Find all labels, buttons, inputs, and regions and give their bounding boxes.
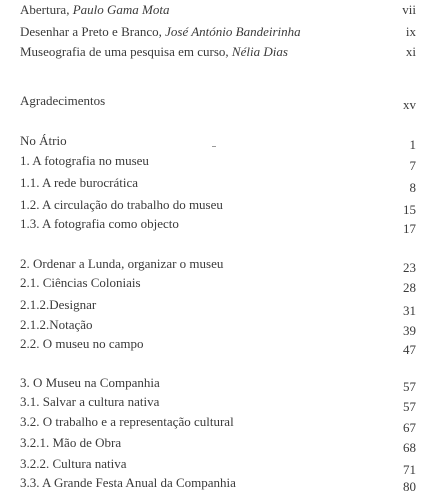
toc-entry bbox=[20, 174, 416, 195]
toc-entry-title: 3. O Museu na Companhia bbox=[20, 375, 160, 390]
toc-entry-museografia bbox=[20, 43, 416, 61]
toc-entry-title: 3.1. Salvar a cultura nativa bbox=[20, 394, 160, 409]
toc-entry-title: 2.1. Ciências Coloniais bbox=[20, 275, 141, 290]
toc-entry-title bbox=[20, 43, 288, 61]
toc-entry-page: 31 bbox=[403, 303, 416, 318]
toc-entry-page: 28 bbox=[403, 280, 416, 295]
toc-entry-page: vii bbox=[402, 2, 416, 17]
toc-entry-title: 1.3. A fotografia como objecto bbox=[20, 216, 179, 231]
toc-entry-title: 1. A fotografia no museu bbox=[20, 153, 149, 168]
toc-entry-page: 68 bbox=[403, 440, 416, 455]
toc-entry bbox=[20, 152, 416, 173]
toc-entry-page: 80 bbox=[403, 479, 416, 494]
toc-entry-title: 2.1.2.Notação bbox=[20, 317, 93, 332]
toc-entry-page: 23 bbox=[403, 260, 416, 275]
toc-entry-author: José António Bandeirinha bbox=[165, 24, 301, 39]
toc-entry-title: 2.1.2.Designar bbox=[20, 297, 97, 312]
toc-entry-agradecimentos bbox=[20, 92, 416, 110]
toc-entry-page: ix bbox=[405, 24, 416, 39]
toc-entry bbox=[20, 132, 416, 150]
scan-speck bbox=[212, 146, 216, 147]
toc-entry-author: Nélia Dias bbox=[231, 44, 288, 59]
toc-entry bbox=[20, 196, 416, 217]
toc-entry bbox=[20, 335, 416, 357]
toc-entry-title: 3.3. A Grande Festa Anual da Companhia bbox=[20, 475, 236, 490]
toc-entry-desenhar bbox=[20, 23, 416, 41]
toc-entry-title: 1.1. A rede burocrática bbox=[20, 175, 139, 190]
toc-entry bbox=[20, 434, 416, 455]
toc-entry-text: Desenhar a Preto e Branco, bbox=[20, 24, 166, 39]
toc-entry-page: 15 bbox=[403, 202, 416, 217]
toc-entry-page: xv bbox=[403, 97, 416, 112]
toc-entry-page: 8 bbox=[409, 180, 416, 195]
toc-entry-text: Museografia de uma pesquisa em curso, bbox=[20, 44, 232, 59]
toc-entry-title: 3.2.2. Cultura nativa bbox=[20, 456, 127, 471]
toc-entry-page: 47 bbox=[403, 342, 416, 357]
toc-entry bbox=[20, 413, 416, 435]
toc-entry-title: 3.2. O trabalho e a representação cultural bbox=[20, 414, 234, 429]
toc-entry bbox=[20, 455, 416, 477]
toc-entry bbox=[20, 316, 416, 338]
toc-entry bbox=[20, 215, 416, 236]
toc-entry bbox=[20, 274, 416, 295]
toc-entry bbox=[20, 296, 416, 318]
toc-entry bbox=[20, 393, 416, 414]
toc-entry-title: 2. Ordenar a Lunda, organizar o museu bbox=[20, 256, 224, 271]
toc-entry-page: xi bbox=[405, 44, 416, 59]
toc-entry-title: No Átrio bbox=[20, 133, 67, 148]
toc-entry-page: 71 bbox=[403, 462, 416, 477]
toc-entry bbox=[20, 474, 416, 492]
toc-entry-title bbox=[20, 1, 169, 19]
toc-entry bbox=[20, 255, 416, 273]
toc-entry-title: Agradecimentos bbox=[20, 93, 106, 108]
toc-entry bbox=[20, 374, 416, 392]
toc-entry-text: Abertura, bbox=[20, 2, 73, 17]
toc-entry-page: 57 bbox=[403, 399, 416, 414]
toc-entry-abertura bbox=[20, 1, 416, 19]
toc-entry-author: Paulo Gama Mota bbox=[72, 2, 170, 17]
toc-entry-title: 1.2. A circulação do trabalho do museu bbox=[20, 197, 223, 212]
toc-entry-page: 39 bbox=[403, 323, 416, 338]
toc-entry-page: 1 bbox=[409, 137, 416, 152]
toc-entry-title bbox=[20, 23, 301, 41]
toc-entry-page: 67 bbox=[403, 420, 416, 435]
toc-entry-page: 17 bbox=[403, 221, 416, 236]
toc-entry-title: 2.2. O museu no campo bbox=[20, 336, 144, 351]
toc-entry-page: 7 bbox=[409, 158, 416, 173]
toc-entry-page: 57 bbox=[403, 379, 416, 394]
toc-entry-title: 3.2.1. Mão de Obra bbox=[20, 435, 122, 450]
